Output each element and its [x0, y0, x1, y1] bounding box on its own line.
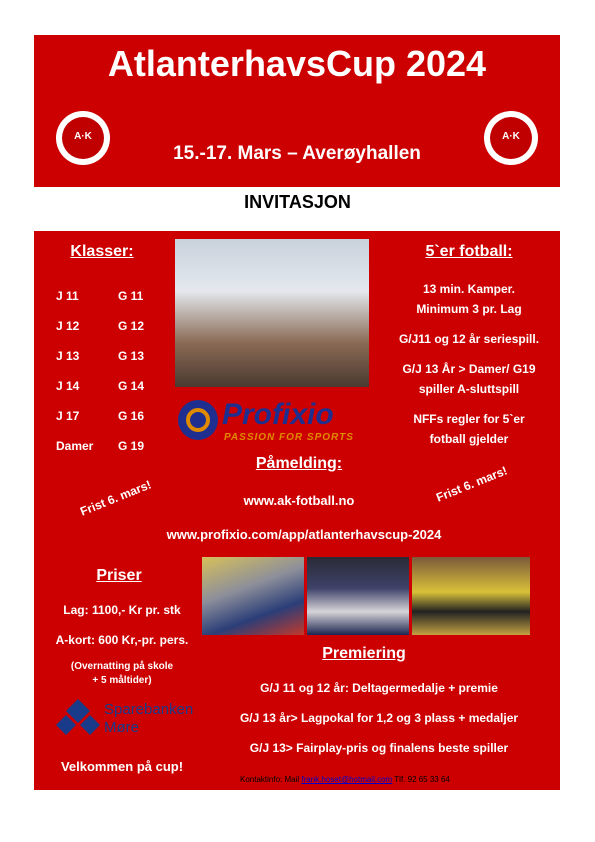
football-rules	[384, 279, 554, 449]
rule-line: Minimum 3 pr. Lag	[416, 302, 522, 316]
welcome-text: Velkommen på cup!	[60, 759, 184, 774]
team-photo-2	[307, 557, 409, 635]
profixio-logo	[176, 396, 372, 448]
rule-line: G/J 13 År > Damer/ G19	[402, 362, 536, 376]
price-card: A-kort: 600 Kr,-pr. pers.	[55, 633, 189, 647]
profixio-link[interactable]: www.profixio.com/app/atlanterhavscup-2024	[166, 527, 442, 542]
rule-line: fotball gjelder	[429, 432, 509, 446]
team-photo-3	[412, 557, 530, 635]
sparebanken-diamond-icon	[56, 697, 100, 741]
registration-heading: Påmelding:	[255, 455, 343, 472]
rule-line: 13 min. Kamper.	[422, 282, 516, 296]
sparebanken-logo	[56, 697, 206, 741]
class-item: G 19	[118, 439, 145, 453]
main-panel	[34, 231, 560, 790]
event-dates: 15.-17. Mars – Averøyhallen	[173, 143, 421, 164]
classes-heading: Klasser:	[70, 243, 134, 260]
class-item: J 13	[56, 349, 80, 363]
prices-heading: Priser	[96, 567, 142, 584]
profixio-tagline: PASSION FOR SPORTS	[224, 432, 354, 443]
rule-line: spiller A-sluttspill	[418, 382, 520, 396]
girls-classes	[56, 281, 93, 461]
class-item: J 12	[56, 319, 80, 333]
sparebanken-name	[104, 701, 193, 737]
boys-classes	[118, 281, 144, 461]
ak-fotball-link[interactable]: www.ak-fotball.no	[243, 493, 355, 508]
football-heading: 5`er fotball:	[425, 243, 513, 260]
rule-line: G/J11 og 12 år seriespill.	[398, 332, 540, 346]
header-banner	[34, 35, 560, 187]
deadline-left: Frist 6. mars!	[78, 477, 154, 519]
class-item: J 11	[56, 289, 79, 303]
rule-line: NFFs regler for 5`er	[413, 412, 525, 426]
sparebanken-line-1: Sparebanken	[104, 701, 194, 718]
contact-label: Kontaktinfo: Mail	[240, 775, 300, 784]
price-note-2: + 5 måltider)	[92, 675, 152, 686]
price-note-1: (Overnatting på skole	[70, 661, 174, 672]
awards-heading: Premiering	[322, 645, 406, 662]
class-item: Damer	[56, 439, 94, 453]
team-photo-1	[202, 557, 304, 635]
class-item: J 14	[56, 379, 80, 393]
class-item: J 17	[56, 409, 80, 423]
event-title: AtlanterhavsCup 2024	[107, 43, 487, 84]
profixio-name: Profixio	[222, 398, 334, 431]
deadline-right: Frist 6. mars!	[434, 463, 510, 505]
award-line: G/J 13 år> Lagpokal for 1,2 og 3 plass + medaljer	[239, 711, 519, 725]
contact-phone: Tlf. 92 65 33 64	[394, 775, 450, 784]
contact-email-link[interactable]: frank.hoset@hotmail.com	[301, 775, 393, 784]
class-item: G 16	[118, 409, 145, 423]
invitation-heading: INVITASJON	[244, 192, 351, 212]
class-item: G 12	[118, 319, 145, 333]
profixio-check-icon	[178, 400, 218, 440]
class-item: G 14	[118, 379, 145, 393]
class-item: G 11	[118, 289, 144, 303]
award-line: G/J 11 og 12 år: Deltagermedalje + premie	[260, 681, 498, 695]
contact-info	[240, 775, 550, 784]
logo-text-right: A·K	[502, 131, 520, 142]
award-line: G/J 13> Fairplay-pris og finalens beste spiller	[249, 741, 509, 755]
sparebanken-line-2: Møre	[104, 719, 139, 736]
class-item: G 13	[118, 349, 145, 363]
hall-photo	[175, 239, 369, 387]
price-team: Lag: 1100,- Kr pr. stk	[63, 603, 181, 617]
logo-text-left: A·K	[74, 131, 92, 142]
